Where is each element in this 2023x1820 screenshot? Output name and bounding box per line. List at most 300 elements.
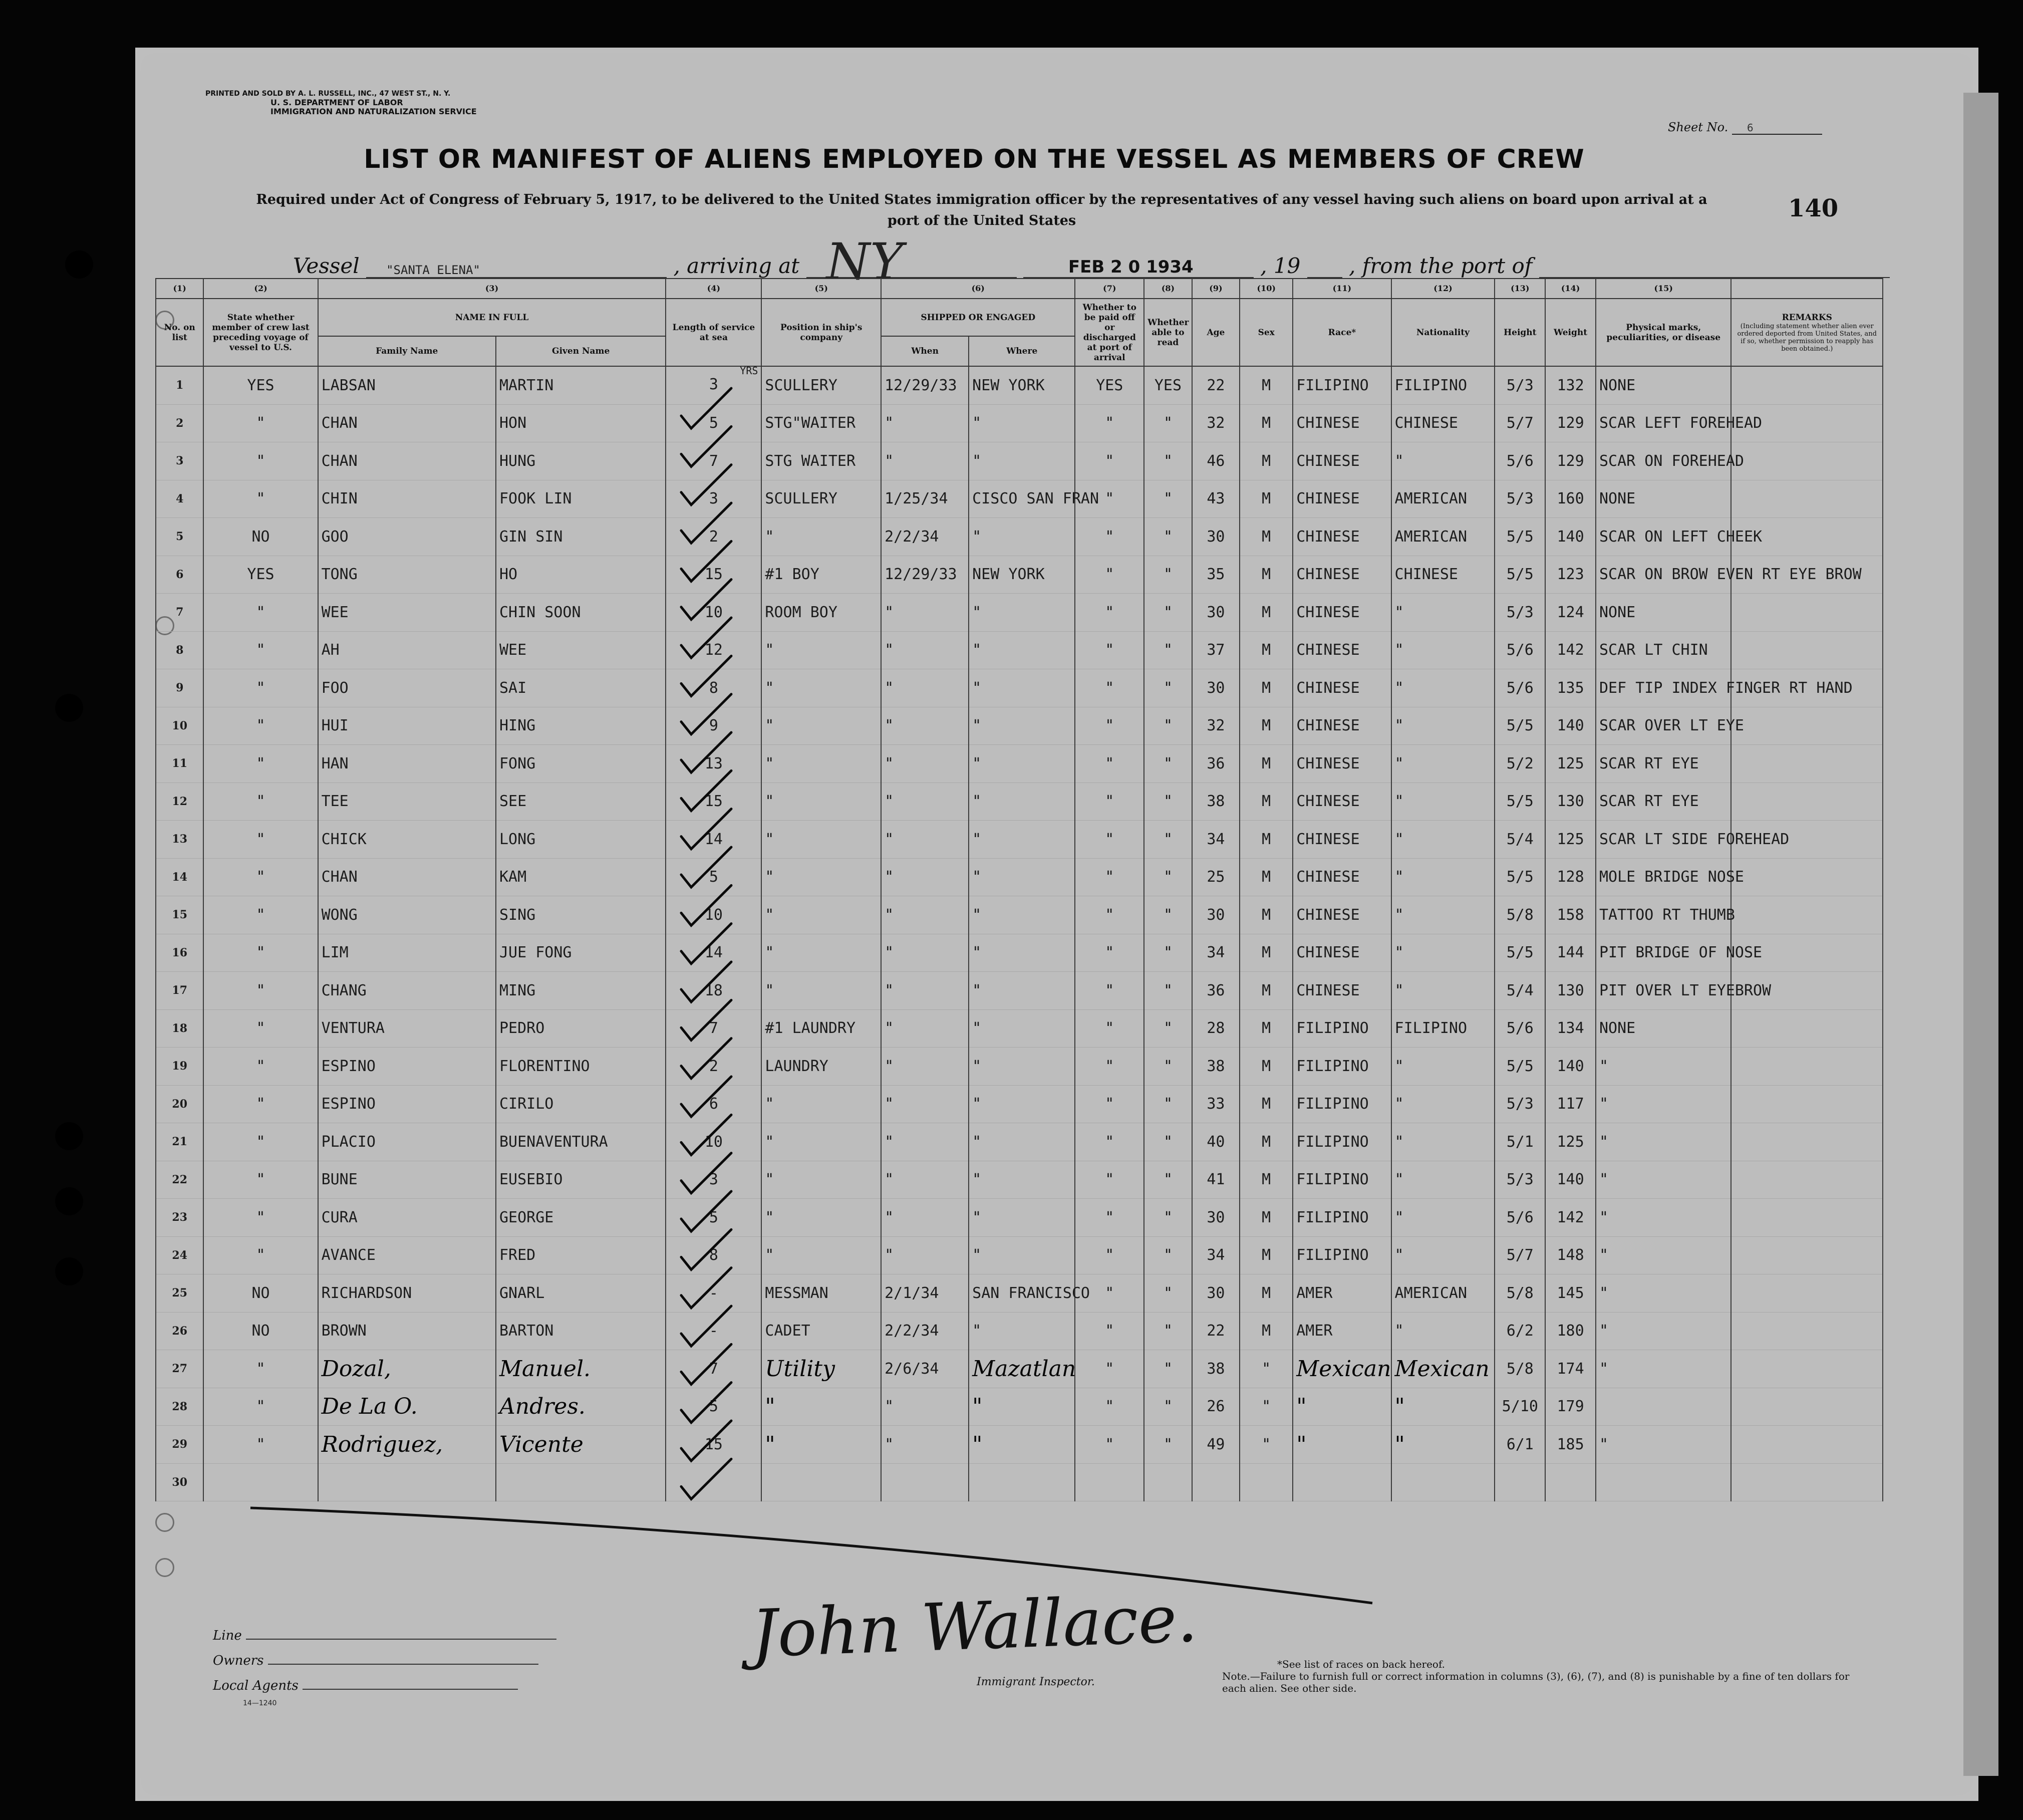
cell-shipped-when: " xyxy=(881,669,969,707)
cell-previous-voyage: " xyxy=(203,480,318,518)
cell-position: SCULLERY xyxy=(761,480,881,518)
table-row xyxy=(156,783,1883,821)
cell-physical-marks: " xyxy=(1596,1199,1731,1237)
cell-service: - xyxy=(666,1274,761,1313)
cell-nationality: " xyxy=(1391,972,1495,1010)
cell-family-name: De La O. xyxy=(318,1388,496,1426)
cell-shipped-where: " xyxy=(969,896,1075,934)
cell-race: FILIPINO xyxy=(1293,1048,1391,1086)
cell-height: 6/1 xyxy=(1495,1426,1545,1464)
cell-service: 5 xyxy=(666,404,761,442)
binder-hole xyxy=(65,250,93,279)
sheet-number-value: 6 xyxy=(1732,122,1822,135)
cell-weight: 140 xyxy=(1545,707,1596,745)
col-header-age: Age xyxy=(1192,299,1240,366)
checkmark xyxy=(681,809,731,849)
cell-position: STG WAITER xyxy=(761,442,881,480)
owners-label: Owners xyxy=(213,1653,264,1668)
cell-height xyxy=(1495,1463,1545,1501)
row-number: 23 xyxy=(156,1199,203,1237)
cell-age: 26 xyxy=(1192,1388,1240,1426)
checkmark xyxy=(681,924,731,964)
col-header-marks: Physical marks, peculiarities, or disease xyxy=(1596,299,1731,366)
cell-given-name: WEE xyxy=(496,631,666,669)
cell-shipped-when: " xyxy=(881,442,969,480)
cell-sex: M xyxy=(1240,1312,1293,1350)
cell-race: FILIPINO xyxy=(1293,1236,1391,1274)
cell-previous-voyage: NO xyxy=(203,1274,318,1313)
cell-able-to-read: " xyxy=(1144,1312,1192,1350)
cell-age: 30 xyxy=(1192,669,1240,707)
checkmark xyxy=(681,885,731,925)
cell-shipped-when: " xyxy=(881,1426,969,1464)
cell-physical-marks: NONE xyxy=(1596,1009,1731,1048)
from-port-label: , from the port of xyxy=(1349,253,1533,278)
cell-given-name: FOOK LIN xyxy=(496,480,666,518)
cell-family-name: CHAN xyxy=(318,858,496,896)
row-number: 26 xyxy=(156,1312,203,1350)
cell-shipped-where: " xyxy=(969,972,1075,1010)
cell-race: CHINESE xyxy=(1293,556,1391,594)
cell-family-name: PLACIO xyxy=(318,1123,496,1161)
cell-position: " xyxy=(761,745,881,783)
year-label: , 19 xyxy=(1260,253,1301,278)
cell-paid-off xyxy=(1075,1463,1144,1501)
row-number: 9 xyxy=(156,669,203,707)
cell-height: 5/3 xyxy=(1495,594,1545,632)
cell-nationality: " xyxy=(1391,821,1495,859)
cell-height: 5/3 xyxy=(1495,1085,1545,1123)
cell-height: 5/1 xyxy=(1495,1123,1545,1161)
cell-physical-marks: SCAR ON FOREHEAD xyxy=(1596,442,1731,480)
cell-paid-off: " xyxy=(1075,934,1144,972)
cell-service: 5 xyxy=(666,1199,761,1237)
cell-family-name: LIM xyxy=(318,934,496,972)
cell-family-name: AVANCE xyxy=(318,1236,496,1274)
cell-previous-voyage: " xyxy=(203,1161,318,1199)
cell-physical-marks: SCAR OVER LT EYE xyxy=(1596,707,1731,745)
row-number: 15 xyxy=(156,896,203,934)
subtitle-line-1: Required under Act of Congress of February 5, 1917, to be delivered to the United States immigration officer by the representatives of any vessel having such aliens on board upon arrival at a xyxy=(256,192,1707,207)
cell-paid-off: " xyxy=(1075,1350,1144,1388)
row-number: 4 xyxy=(156,480,203,518)
cell-paid-off: " xyxy=(1075,1009,1144,1048)
cell-shipped-where: " xyxy=(969,518,1075,556)
cell-able-to-read: " xyxy=(1144,745,1192,783)
cell-weight xyxy=(1545,1463,1596,1501)
checkmark xyxy=(681,1306,731,1346)
table-row xyxy=(156,745,1883,783)
row-number: 27 xyxy=(156,1350,203,1388)
cell-height: 5/7 xyxy=(1495,1236,1545,1274)
table-row xyxy=(156,1048,1883,1086)
cell-previous-voyage xyxy=(203,1463,318,1501)
cell-shipped-when: " xyxy=(881,1236,969,1274)
table-row xyxy=(156,821,1883,859)
col-num-1: (1) xyxy=(156,279,203,299)
cell-age: 30 xyxy=(1192,1274,1240,1313)
cell-nationality: " xyxy=(1391,631,1495,669)
cell-age: 22 xyxy=(1192,366,1240,404)
row-number: 20 xyxy=(156,1085,203,1123)
cell-service: 2 xyxy=(666,518,761,556)
cell-able-to-read: " xyxy=(1144,518,1192,556)
cell-remarks xyxy=(1731,707,1883,745)
cell-family-name: WONG xyxy=(318,896,496,934)
col-num-12: (12) xyxy=(1391,279,1495,299)
col-header-shipped: SHIPPED OR ENGAGED xyxy=(881,299,1075,336)
cell-height: 5/4 xyxy=(1495,821,1545,859)
cell-previous-voyage: NO xyxy=(203,1312,318,1350)
cell-service: - xyxy=(666,1312,761,1350)
cell-sex: M xyxy=(1240,1274,1293,1313)
cell-weight: 140 xyxy=(1545,1161,1596,1199)
cell-paid-off: " xyxy=(1075,480,1144,518)
cell-given-name: MARTIN xyxy=(496,366,666,404)
cell-race: AMER xyxy=(1293,1312,1391,1350)
cell-age: 34 xyxy=(1192,1236,1240,1274)
cell-race: CHINESE xyxy=(1293,594,1391,632)
cell-paid-off: YES xyxy=(1075,366,1144,404)
form-number: 14—1240 xyxy=(243,1699,277,1707)
cell-height: 5/3 xyxy=(1495,480,1545,518)
cell-position: " xyxy=(761,1236,881,1274)
agents-field xyxy=(213,1678,518,1693)
owners-field xyxy=(213,1653,538,1668)
cell-height: 5/2 xyxy=(1495,745,1545,783)
cell-weight: 124 xyxy=(1545,594,1596,632)
cell-age: 30 xyxy=(1192,518,1240,556)
cell-age: 37 xyxy=(1192,631,1240,669)
cell-nationality: " xyxy=(1391,934,1495,972)
cell-height: 5/6 xyxy=(1495,442,1545,480)
cell-previous-voyage: " xyxy=(203,896,318,934)
cell-nationality: FILIPINO xyxy=(1391,366,1495,404)
cell-nationality: " xyxy=(1391,1048,1495,1086)
cell-given-name: SAI xyxy=(496,669,666,707)
cell-height: 6/2 xyxy=(1495,1312,1545,1350)
table-row xyxy=(156,1312,1883,1350)
cell-shipped-when: 12/29/33 xyxy=(881,366,969,404)
cell-sex: M xyxy=(1240,972,1293,1010)
cell-remarks xyxy=(1731,1199,1883,1237)
cell-height: 5/8 xyxy=(1495,896,1545,934)
cell-sex: M xyxy=(1240,934,1293,972)
cell-physical-marks: DEF TIP INDEX FINGER RT HAND xyxy=(1596,669,1731,707)
cell-given-name: PEDRO xyxy=(496,1009,666,1048)
cell-remarks xyxy=(1731,745,1883,783)
table-row xyxy=(156,669,1883,707)
cell-physical-marks: " xyxy=(1596,1426,1731,1464)
cell-service: 15 xyxy=(666,783,761,821)
inspector-label: Immigrant Inspector. xyxy=(977,1676,1095,1688)
cell-weight: 128 xyxy=(1545,858,1596,896)
table-row xyxy=(156,1274,1883,1313)
checkmark xyxy=(681,1153,731,1193)
cell-sex: " xyxy=(1240,1388,1293,1426)
cell-age: 33 xyxy=(1192,1085,1240,1123)
cell-able-to-read: " xyxy=(1144,821,1192,859)
cell-sex: M xyxy=(1240,858,1293,896)
row-number: 19 xyxy=(156,1048,203,1086)
cell-race: FILIPINO xyxy=(1293,1161,1391,1199)
cell-race: CHINESE xyxy=(1293,669,1391,707)
service-checkmarks xyxy=(679,391,734,1538)
cell-previous-voyage: " xyxy=(203,1123,318,1161)
cell-previous-voyage: " xyxy=(203,972,318,1010)
cell-age: 38 xyxy=(1192,783,1240,821)
col-header-no: No. on list xyxy=(156,299,203,366)
binder-ring-mark xyxy=(155,1558,174,1577)
cell-given-name: BARTON xyxy=(496,1312,666,1350)
cell-able-to-read: " xyxy=(1144,934,1192,972)
row-number: 7 xyxy=(156,594,203,632)
cell-sex: M xyxy=(1240,1199,1293,1237)
cell-service: 3 xyxy=(666,480,761,518)
checkmark xyxy=(681,962,731,1002)
inspector-signature: John Wallace. xyxy=(750,1580,1199,1672)
cell-nationality: AMERICAN xyxy=(1391,480,1495,518)
cell-paid-off: " xyxy=(1075,1426,1144,1464)
cell-nationality: " xyxy=(1391,594,1495,632)
cell-age: 30 xyxy=(1192,896,1240,934)
checkmark xyxy=(681,1077,731,1117)
cell-physical-marks: NONE xyxy=(1596,594,1731,632)
page-number: 140 xyxy=(1788,194,1839,222)
cell-previous-voyage: YES xyxy=(203,366,318,404)
printer-line: PRINTED AND SOLD BY A. L. RUSSELL, INC., 47 WEST ST., N. Y. xyxy=(205,90,451,98)
checkmark xyxy=(681,770,731,811)
cell-position: " xyxy=(761,1123,881,1161)
cell-remarks xyxy=(1731,1123,1883,1161)
col-header-weight: Weight xyxy=(1545,299,1596,366)
cell-race: CHINESE xyxy=(1293,972,1391,1010)
cell-previous-voyage: " xyxy=(203,821,318,859)
cell-shipped-when: 2/1/34 xyxy=(881,1274,969,1313)
cell-height: 5/8 xyxy=(1495,1274,1545,1313)
cell-shipped-where: " xyxy=(969,1085,1075,1123)
cell-physical-marks: NONE xyxy=(1596,366,1731,404)
service-line: IMMIGRATION AND NATURALIZATION SERVICE xyxy=(270,107,477,116)
cell-able-to-read: " xyxy=(1144,783,1192,821)
cell-previous-voyage: " xyxy=(203,1388,318,1426)
col-header-where: Where xyxy=(969,336,1075,366)
table-row xyxy=(156,594,1883,632)
cell-height: 5/5 xyxy=(1495,783,1545,821)
cell-family-name: ESPINO xyxy=(318,1085,496,1123)
cell-able-to-read: " xyxy=(1144,404,1192,442)
cell-shipped-where: " xyxy=(969,821,1075,859)
cell-shipped-when: " xyxy=(881,1388,969,1426)
col-header-when: When xyxy=(881,336,969,366)
cell-previous-voyage: " xyxy=(203,1199,318,1237)
binder-ring-mark xyxy=(155,1513,174,1532)
printer-imprint xyxy=(205,89,477,116)
cell-weight: 145 xyxy=(1545,1274,1596,1313)
cell-paid-off: " xyxy=(1075,442,1144,480)
cell-able-to-read: " xyxy=(1144,1350,1192,1388)
cell-previous-voyage: " xyxy=(203,1426,318,1464)
checkmark xyxy=(681,847,731,887)
cell-physical-marks: TATTOO RT THUMB xyxy=(1596,896,1731,934)
arrival-date-stamp: FEB 2 0 1934 xyxy=(1023,257,1254,278)
cell-sex: M xyxy=(1240,1009,1293,1048)
col-header-height: Height xyxy=(1495,299,1545,366)
cell-paid-off: " xyxy=(1075,1388,1144,1426)
cell-weight: 129 xyxy=(1545,404,1596,442)
col-num-3: (3) xyxy=(318,279,666,299)
checkmark xyxy=(681,1038,731,1079)
cell-paid-off: " xyxy=(1075,707,1144,745)
col-num-9: (9) xyxy=(1192,279,1240,299)
checkmark xyxy=(681,1459,731,1499)
cell-shipped-when: " xyxy=(881,972,969,1010)
cell-family-name: RICHARDSON xyxy=(318,1274,496,1313)
cell-previous-voyage: " xyxy=(203,631,318,669)
cell-shipped-when: " xyxy=(881,934,969,972)
cell-given-name: SEE xyxy=(496,783,666,821)
cell-nationality: " xyxy=(1391,442,1495,480)
cell-nationality: CHINESE xyxy=(1391,556,1495,594)
row-number: 5 xyxy=(156,518,203,556)
cell-race: CHINESE xyxy=(1293,442,1391,480)
cell-position: " xyxy=(761,669,881,707)
cell-nationality: AMERICAN xyxy=(1391,1274,1495,1313)
row-number: 12 xyxy=(156,783,203,821)
cell-physical-marks: " xyxy=(1596,1123,1731,1161)
cell-height: 5/5 xyxy=(1495,858,1545,896)
cell-sex: M xyxy=(1240,404,1293,442)
cell-previous-voyage: " xyxy=(203,669,318,707)
row-number: 17 xyxy=(156,972,203,1010)
binder-hole xyxy=(55,1257,83,1285)
cell-sex: M xyxy=(1240,1161,1293,1199)
checkmark xyxy=(681,580,731,620)
cell-nationality: " xyxy=(1391,745,1495,783)
cell-sex: M xyxy=(1240,518,1293,556)
cell-physical-marks: " xyxy=(1596,1274,1731,1313)
cell-nationality: " xyxy=(1391,1123,1495,1161)
cell-position: " xyxy=(761,707,881,745)
cell-shipped-where: " xyxy=(969,1388,1075,1426)
line-blank xyxy=(246,1639,556,1640)
row-number: 11 xyxy=(156,745,203,783)
row-number: 3 xyxy=(156,442,203,480)
cell-paid-off: " xyxy=(1075,518,1144,556)
cell-family-name: AH xyxy=(318,631,496,669)
cell-weight: 123 xyxy=(1545,556,1596,594)
vessel-name: "SANTA ELENA" xyxy=(366,263,667,278)
cell-nationality: " xyxy=(1391,1236,1495,1274)
cell-able-to-read: " xyxy=(1144,1274,1192,1313)
cell-physical-marks: PIT BRIDGE OF NOSE xyxy=(1596,934,1731,972)
cell-sex: M xyxy=(1240,556,1293,594)
col-header-remarks xyxy=(1731,299,1883,366)
cell-race: CHINESE xyxy=(1293,745,1391,783)
cell-position: " xyxy=(761,783,881,821)
cell-shipped-when: " xyxy=(881,1009,969,1048)
cell-service: 2 xyxy=(666,1048,761,1086)
cell-sex: M xyxy=(1240,1236,1293,1274)
cell-able-to-read: " xyxy=(1144,1236,1192,1274)
cell-given-name xyxy=(496,1463,666,1501)
cell-position: MESSMAN xyxy=(761,1274,881,1313)
cell-sex xyxy=(1240,1463,1293,1501)
cell-given-name: Andres. xyxy=(496,1388,666,1426)
col-header-position: Position in ship's company xyxy=(761,299,881,366)
cell-shipped-where: " xyxy=(969,1236,1075,1274)
cell-race: FILIPINO xyxy=(1293,1199,1391,1237)
cell-nationality: FILIPINO xyxy=(1391,1009,1495,1048)
cell-able-to-read: " xyxy=(1144,669,1192,707)
cell-weight: 130 xyxy=(1545,783,1596,821)
cell-sex: M xyxy=(1240,1085,1293,1123)
cell-age: 36 xyxy=(1192,745,1240,783)
table-row xyxy=(156,556,1883,594)
cell-physical-marks xyxy=(1596,1388,1731,1426)
cell-service: 10 xyxy=(666,1123,761,1161)
cell-age xyxy=(1192,1463,1240,1501)
cell-service: 15 xyxy=(666,1426,761,1464)
table-row xyxy=(156,1199,1883,1237)
crew-manifest-table xyxy=(155,278,1883,1501)
cell-family-name: LABSAN xyxy=(318,366,496,404)
cell-height: 5/6 xyxy=(1495,1199,1545,1237)
checkmark xyxy=(681,1191,731,1231)
cell-age: 38 xyxy=(1192,1350,1240,1388)
cell-physical-marks: " xyxy=(1596,1236,1731,1274)
cell-weight: 148 xyxy=(1545,1236,1596,1274)
table-row xyxy=(156,1463,1883,1501)
cell-height: 5/8 xyxy=(1495,1350,1545,1388)
cell-service: 15 xyxy=(666,556,761,594)
row-number: 30 xyxy=(156,1463,203,1501)
cell-height: 5/6 xyxy=(1495,1009,1545,1048)
cell-shipped-where: " xyxy=(969,934,1075,972)
cell-nationality: " xyxy=(1391,1199,1495,1237)
cell-previous-voyage: " xyxy=(203,745,318,783)
cell-shipped-when: " xyxy=(881,858,969,896)
cell-position: " xyxy=(761,631,881,669)
cell-shipped-where: NEW YORK xyxy=(969,366,1075,404)
cell-family-name: TEE xyxy=(318,783,496,821)
cell-nationality: CHINESE xyxy=(1391,404,1495,442)
cell-shipped-when: " xyxy=(881,1161,969,1199)
cell-service: 3 xyxy=(666,1161,761,1199)
cell-sex: M xyxy=(1240,745,1293,783)
cell-paid-off: " xyxy=(1075,821,1144,859)
cell-nationality: " xyxy=(1391,1161,1495,1199)
cell-family-name: GOO xyxy=(318,518,496,556)
checkmark xyxy=(681,388,731,428)
cell-shipped-when: " xyxy=(881,594,969,632)
cell-age: 22 xyxy=(1192,1312,1240,1350)
cell-paid-off: " xyxy=(1075,669,1144,707)
cell-shipped-where: " xyxy=(969,404,1075,442)
checkmark xyxy=(681,732,731,772)
row-number: 16 xyxy=(156,934,203,972)
cell-position: " xyxy=(761,972,881,1010)
table-row xyxy=(156,934,1883,972)
cell-paid-off: " xyxy=(1075,1161,1144,1199)
cell-service: 8 xyxy=(666,669,761,707)
cell-given-name: GEORGE xyxy=(496,1199,666,1237)
cell-shipped-when: 2/2/34 xyxy=(881,518,969,556)
binder-hole xyxy=(55,1122,83,1150)
cell-shipped-where: " xyxy=(969,1009,1075,1048)
cell-position: " xyxy=(761,934,881,972)
cell-shipped-when: " xyxy=(881,404,969,442)
